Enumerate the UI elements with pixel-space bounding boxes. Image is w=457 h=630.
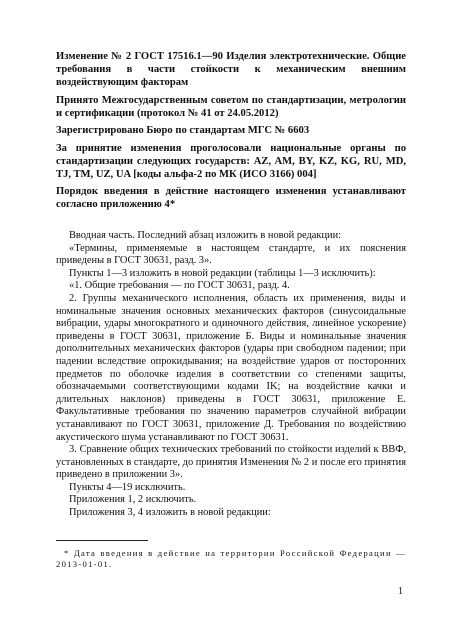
footnote-divider bbox=[56, 540, 148, 541]
page-number: 1 bbox=[398, 586, 403, 597]
body-paragraph: Приложения 1, 2 исключить. bbox=[69, 494, 197, 506]
footnote: * Дата введения в действие на территории Российской Федерации — 2013-01-01. bbox=[56, 548, 406, 569]
body-paragraph: Пункты 4—19 исключить. bbox=[69, 481, 186, 493]
body-paragraph: 2. Группы механического исполнения, область их применения, виды и номинальные значения основных механических факторов (синусоидальные вибрации, удары многократного и одиночного действия, линейное ускорение) приведены в ГОСТ 30631, приложение Б. Виды и номинальные значения дополнительных механических факторов (удары при свободном падении; при падении вследствие опрокидывания; на воздействие ударов от посторонних предметов по оболочке изделия в соответствии со степенями защиты, обозначаемыми соответствующими кодами IK; на воздействие качки и длительных наклонов) приведены в ГОСТ 30631, приложение Е. Факультативные требования по значению параметров случайной вибрации устанавливают по ГОСТ 30631, приложение Д. Требования по воздействию акустического шума устанавливают по ГОСТ 30631. bbox=[56, 292, 406, 443]
adoption-statement: Принято Межгосударственным советом по стандартизации, метрологии и сертификации (протокол № 41 от 24.05.2012) bbox=[56, 94, 406, 119]
registration-statement: Зарегистрировано Бюро по стандартам МГС № 6603 bbox=[56, 125, 310, 136]
enactment-statement: Порядок введения в действие настоящего изменения устанавливают согласно приложению 4* bbox=[56, 186, 406, 210]
amendment-header bbox=[56, 50, 406, 216]
body-paragraph: «Термины, применяемые в настоящем стандарте, и их пояснения приведены в ГОСТ 30631, разд. 3». bbox=[56, 242, 406, 267]
amendment-body bbox=[56, 230, 406, 520]
body-paragraph: Пункты 1—3 изложить в новой редакции (таблицы 1—3 исключить): bbox=[69, 267, 376, 279]
amendment-title: Изменение № 2 ГОСТ 17516.1—90 Изделия электротехнические. Общие требования в части стойкости к механическим внешним воздействующим факторам bbox=[56, 51, 406, 88]
body-paragraph: 3. Сравнение общих технических требований по стойкости изделий к ВВФ, установленных в стандарте, до принятия Изменения № 2 и после его принятия приведено в приложении 3». bbox=[56, 444, 406, 481]
voting-statement: За принятие изменения проголосовали национальные органы по стандартизации следующих государств: AZ, AM, BY, KZ, KG, RU, MD, TJ, TM, UZ, UA [коды альфа-2 по МК (ИСО 3166) 004] bbox=[56, 142, 406, 180]
body-paragraph: Вводная часть. Последний абзац изложить в новой редакции: bbox=[69, 230, 342, 241]
body-paragraph: «1. Общие требования — по ГОСТ 30631, разд. 4. bbox=[69, 280, 290, 292]
body-paragraph: Приложения 3, 4 изложить в новой редакции: bbox=[69, 507, 271, 519]
